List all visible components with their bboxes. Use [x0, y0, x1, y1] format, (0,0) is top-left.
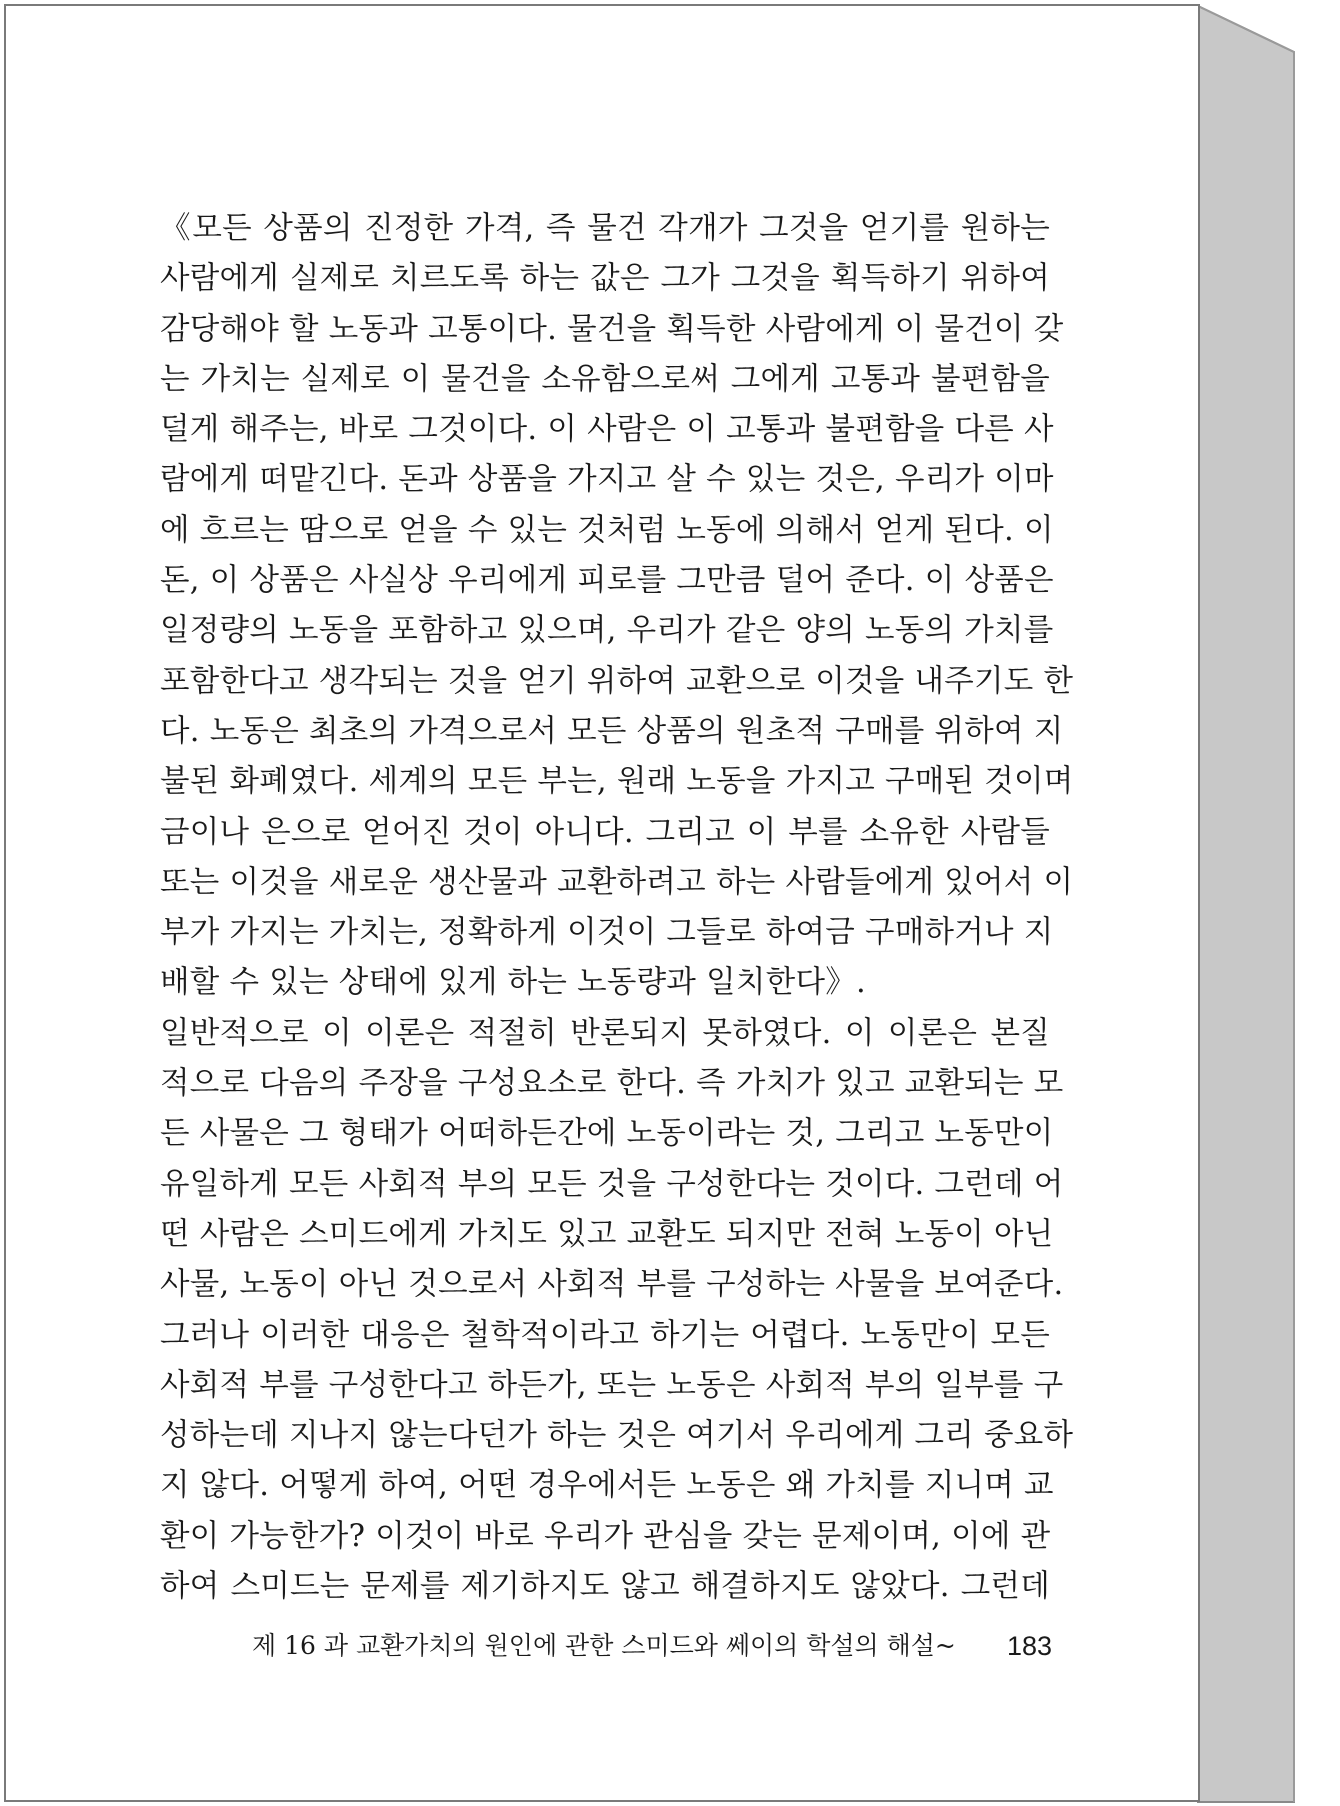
text-line: 성하는데 지나지 않는다던가 하는 것은 여기서 우리에게 그리 중요하: [160, 1418, 1074, 1454]
text-line: 환이 가능한가? 이것이 바로 우리가 관심을 갖는 문제이며, 이에 관: [160, 1518, 1051, 1554]
book-edge-shading: [1198, 6, 1294, 1802]
text-line: 그러나 이러한 대응은 철학적이라고 하기는 어렵다. 노동만이 모든: [160, 1317, 1050, 1353]
text-line: 금이나 은으로 얻어진 것이 아니다. 그리고 이 부를 소유한 사람들: [160, 814, 1050, 850]
running-head: 제 16 과 교환가치의 원인에 관한 스미드와 쎄이의 학설의 해설~: [252, 1631, 956, 1660]
text-line: 다. 노동은 최초의 가격으로서 모든 상품의 원초적 구매를 위하여 지: [160, 713, 1064, 749]
text-line: 사회적 부를 구성한다고 하든가, 또는 노동은 사회적 부의 일부를 구: [160, 1367, 1064, 1403]
text-line: 에 흐르는 땀으로 얻을 수 있는 것처럼 노동에 의해서 얻게 된다. 이: [160, 512, 1054, 548]
text-line: 배할 수 있는 상태에 있게 하는 노동량과 일치한다》.: [160, 965, 867, 1001]
text-line: 불된 화폐였다. 세계의 모든 부는, 원래 노동을 가지고 구매된 것이며: [160, 764, 1074, 800]
text-line: 람에게 떠맡긴다. 돈과 상품을 가지고 살 수 있는 것은, 우리가 이마: [160, 462, 1054, 498]
text-line: 지 않다. 어떻게 하여, 어떤 경우에서든 노동은 왜 가치를 지니며 교: [160, 1468, 1054, 1504]
book-page: [4, 4, 1200, 1802]
text-line: 또는 이것을 새로운 생산물과 교환하려고 하는 사람들에게 있어서 이: [160, 864, 1074, 900]
page-number: 183: [1006, 1631, 1052, 1661]
paragraph: [160, 1009, 1074, 1613]
text-line: 는 가치는 실제로 이 물건을 소유함으로써 그에게 고통과 불편함을: [160, 361, 1050, 397]
body-text: [160, 204, 1074, 1612]
text-line: 돈, 이 상품은 사실상 우리에게 피로를 그만큼 덜어 준다. 이 상품은: [160, 563, 1054, 599]
text-line: 《모든 상품의 진정한 가격, 즉 물건 각개가 그것을 얻기를 원하는: [160, 211, 1050, 246]
text-line: 부가 가지는 가치는, 정확하게 이것이 그들로 하여금 구매하거나 지: [160, 915, 1054, 951]
text-line: 감당해야 할 노동과 고통이다. 물건을 획득한 사람에게 이 물건이 갖: [160, 311, 1064, 347]
text-line: 사물, 노동이 아닌 것으로서 사회적 부를 구성하는 사물을 보여준다.: [160, 1267, 1064, 1303]
text-line: 유일하게 모든 사회적 부의 모든 것을 구성한다는 것이다. 그런데 어: [160, 1166, 1064, 1202]
text-line: 적으로 다음의 주장을 구성요소로 한다. 즉 가치가 있고 교환되는 모: [160, 1066, 1064, 1102]
text-line: 덜게 해주는, 바로 그것이다. 이 사람은 이 고통과 불편함을 다른 사: [160, 412, 1054, 448]
text-line: 하여 스미드는 문제를 제기하지도 않고 해결하지도 않았다. 그런데: [160, 1569, 1050, 1605]
page-footer: [252, 1624, 1052, 1668]
text-line: 일반적으로 이 이론은 적절히 반론되지 못하였다. 이 이론은 본질: [160, 1015, 1050, 1051]
paragraph: [160, 204, 1074, 1009]
text-line: 사람에게 실제로 치르도록 하는 값은 그가 그것을 획득하기 위하여: [160, 261, 1050, 297]
text-line: 일정량의 노동을 포함하고 있으며, 우리가 같은 양의 노동의 가치를: [160, 613, 1054, 649]
text-line: 포함한다고 생각되는 것을 얻기 위하여 교환으로 이것을 내주기도 한: [160, 663, 1074, 699]
text-line: 든 사물은 그 형태가 어떠하든간에 노동이라는 것, 그리고 노동만이: [160, 1116, 1054, 1152]
text-line: 떤 사람은 스미드에게 가치도 있고 교환도 되지만 전혀 노동이 아닌: [160, 1216, 1054, 1252]
